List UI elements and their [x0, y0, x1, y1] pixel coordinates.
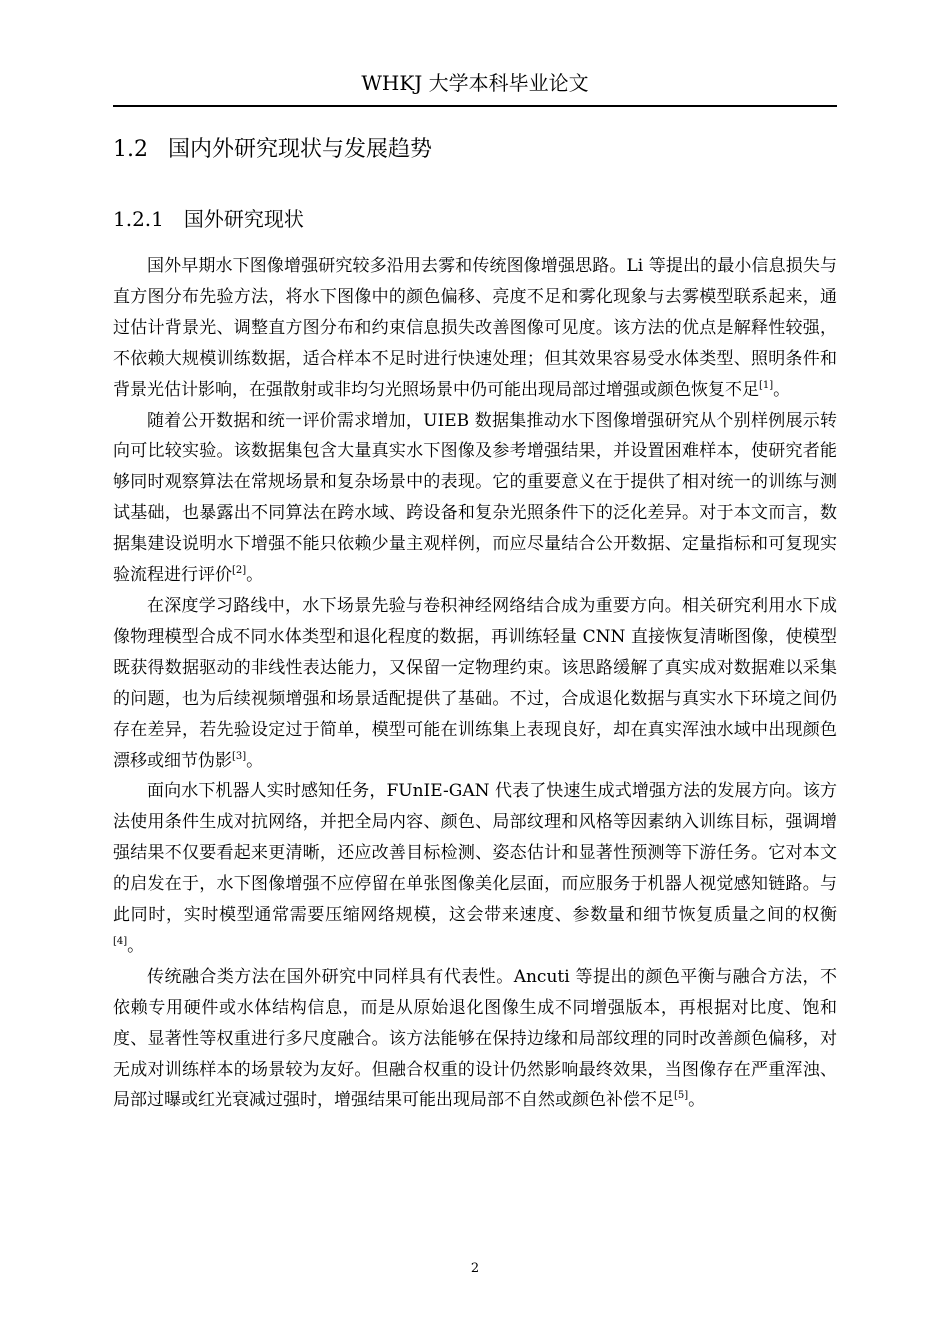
citation: [4]: [113, 935, 128, 947]
citation: [1]: [759, 379, 774, 391]
paragraph: [113, 591, 837, 776]
section-heading: [113, 134, 837, 166]
paragraph-text: 传统融合类方法在国外研究中同样具有代表性。Ancuti 等提出的颜色平衡与融合方法，不依赖专用硬件或水体结构信息，而是从原始退化图像生成不同增强版本，再根据对比度、饱和度、显著性等权重进行多尺度融合。该方法能够在保持边缘和局部纹理的同时改善颜色偏移，对无成对训练样本的场景较为友好。但融合权重的设计仍然影响最终效果，当图像存在严重浑浊、局部过曝或红光衰减过强时，增强结果可能出现局部不自然或颜色补偿不足: [113, 966, 837, 1111]
subsection-title: 国外研究现状: [183, 207, 304, 231]
paragraph-end: 。: [773, 379, 791, 400]
section-title: 国内外研究现状与发展趋势: [168, 137, 433, 162]
running-header: WHKJ 大学本科毕业论文: [361, 71, 589, 95]
paragraph: [113, 406, 837, 591]
page-number: 2: [470, 1261, 480, 1276]
body-text: [113, 251, 837, 1116]
paragraph-text: 国外早期水下图像增强研究较多沿用去雾和传统图像增强思路。Li 等提出的最小信息损失与直方图分布先验方法，将水下图像中的颜色偏移、亮度不足和雾化现象与去雾模型联系起来，通过估计背景光、调整直方图分布和约束信息损失改善图像可见度。该方法的优点是解释性较强，不依赖大规模训练数据，适合样本不足时进行快速处理；但其效果容易受水体类型、照明条件和背景光估计影响，在强散射或非均匀光照场景中仍可能出现局部过增强或颜色恢复不足: [113, 256, 837, 400]
header-rule: [113, 105, 837, 107]
paragraph-text: 面向水下机器人实时感知任务，FUnIE-GAN 代表了快速生成式增强方法的发展方向。该方法使用条件生成对抗网络，并把全局内容、颜色、局部纹理和风格等因素纳入训练目标，强调增强结果不仅要看起来更清晰，还应改善目标检测、姿态估计和显著性预测等下游任务。它对本文的启发在于，水下图像增强不应停留在单张图像美化层面，而应服务于机器人视觉感知链路。与此同时，实时模型通常需要压缩网络规模，这会带来速度、参数量和细节恢复质量之间的权衡: [113, 781, 837, 926]
paragraph-end: 。: [246, 750, 264, 771]
citation: [2]: [232, 565, 247, 577]
paragraph-end: 。: [688, 1090, 706, 1111]
section-number: 1.2: [113, 137, 148, 162]
subsection-heading: [113, 204, 837, 234]
paragraph-end: 。: [127, 935, 145, 956]
citation: [3]: [232, 750, 247, 762]
paragraph: [113, 776, 837, 961]
paragraph-text: 在深度学习路线中，水下场景先验与卷积神经网络结合成为重要方向。相关研究利用水下成像物理模型合成不同水体类型和退化程度的数据，再训练轻量 CNN 直接恢复清晰图像，使模型既获得数据驱动的非线性表达能力，又保留一定物理约束。该思路缓解了真实成对数据难以采集的问题，也为后续视频增强和场景适配提供了基础。不过，合成退化数据与真实水下环境之间仍存在差异，若先验设定过于简单，模型可能在训练集上表现良好，却在真实浑浊水域中出现颜色漂移或细节伪影: [113, 595, 837, 771]
paragraph-end: 。: [246, 565, 264, 586]
citation: [5]: [674, 1090, 689, 1102]
paragraph-text: 随着公开数据和统一评价需求增加，UIEB 数据集推动水下图像增强研究从个别样例展示转向可比较实验。该数据集包含大量真实水下图像及参考增强结果，并设置困难样本，使研究者能够同时观察算法在常规场景和复杂场景中的表现。它的重要意义在于提供了相对统一的训练与测试基础，也暴露出不同算法在跨水域、跨设备和复杂光照条件下的泛化差异。对于本文而言，数据集建设说明水下增强不能只依赖少量主观样例，而应尽量结合公开数据、定量指标和可复现实验流程进行评价: [113, 410, 837, 586]
paragraph: [113, 962, 837, 1117]
paragraph: [113, 251, 837, 406]
subsection-number: 1.2.1: [113, 207, 164, 231]
